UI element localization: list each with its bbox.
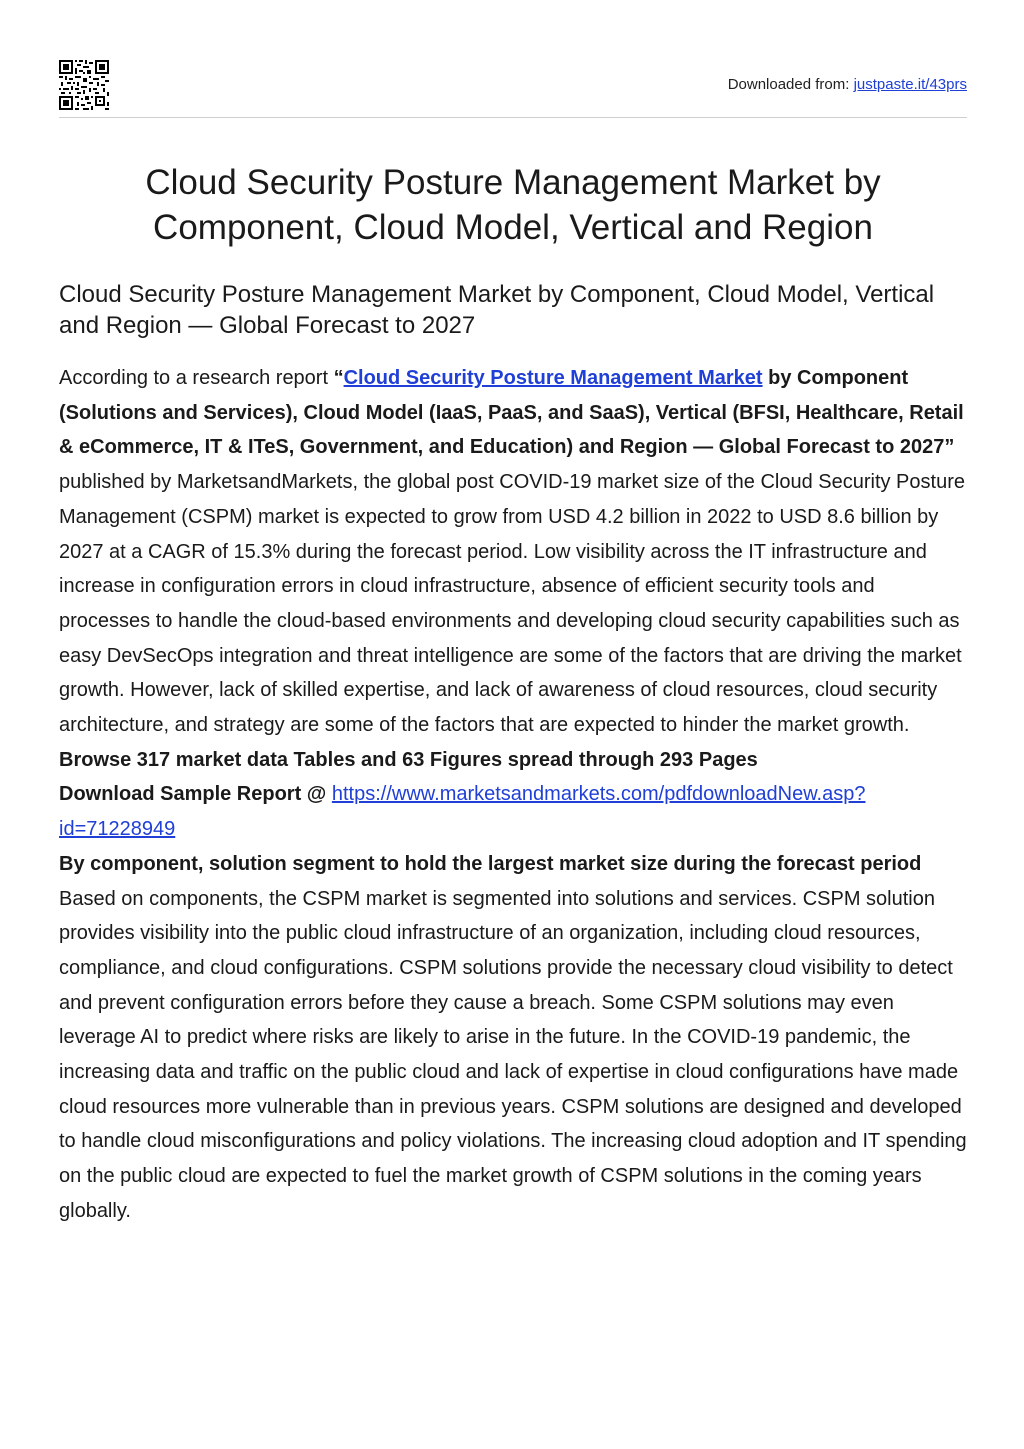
report-link[interactable]: Cloud Security Posture Management Market: [343, 367, 763, 389]
intro-body: published by MarketsandMarkets, the global post COVID-19 market size of the Cloud Security Posture Management (CSPM) market is expected to grow from USD 4.2 billion in 2022 to USD 8.6 billion by 2027 at a CAGR of 15.3% during the forecast period. Low visibility across the IT infrastructure and increase in configuration errors in cloud infrastructure, absence of efficient security tools and processes to handle the cloud-based environments and developing cloud security capabilities such as easy DevSecOps integration and threat intelligence are some of the factors that are driving the market growth. However, lack of skilled expertise, and lack of awareness of cloud resources, cloud security architecture, and strategy are some of the factors that are expected to hinder the market growth.: [59, 471, 965, 737]
page-header: [59, 60, 967, 118]
source-link[interactable]: justpaste.it/43prs: [853, 76, 967, 93]
downloaded-from: [728, 76, 967, 93]
page-subtitle: Cloud Security Posture Management Market by Component, Cloud Model, Vertical and Region — Global Forecast to 2027: [59, 281, 935, 339]
section-heading-text: By component, solution segment to hold the largest market size during the forecast period: [59, 852, 922, 875]
report-title-rest: by Component (Solutions and Services), Cloud Model (IaaS, PaaS, and SaaS), Vertical (BFSI, Healthcare, Retail & eCommerce, IT & ITeS, Government, and Education) and Region — Global Forecast to 2027”: [59, 367, 964, 459]
intro-lead: According to a research report: [59, 367, 334, 389]
open-quote: “: [333, 367, 344, 389]
intro-paragraph: [59, 361, 967, 743]
page-title: Cloud Security Posture Management Market by Component, Cloud Model, Vertical and Region: [145, 163, 881, 247]
section-heading: [59, 847, 967, 882]
section-paragraph: Based on components, the CSPM market is segmented into solutions and services. CSPM solution provides visibility into the public cloud infrastructure of an organization, including cloud resources, compliance, and cloud configurations. CSPM solutions provide the necessary cloud visibility to detect and prevent configuration errors before they cause a breach. Some CSPM solutions may even leverage AI to predict where risks are likely to arise in the future. In the COVID-19 pandemic, the increasing data and traffic on the public cloud and lack of expertise in cloud configurations have made cloud resources more vulnerable than in previous years. CSPM solutions are designed and developed to handle cloud misconfigurations and policy violations. The increasing cloud adoption and IT spending on the public cloud are expected to fuel the market growth of CSPM solutions in the coming years globally.: [59, 887, 967, 1222]
download-label: Download Sample Report @: [59, 783, 332, 806]
download-line: [59, 777, 967, 846]
downloaded-label: Downloaded from:: [727, 76, 854, 93]
article-body: [59, 361, 967, 1229]
browse-line: [59, 743, 967, 778]
sample-report-link[interactable]: https://www.marketsandmarkets.com/pdfdownloadNew.asp?id=71228949: [59, 783, 866, 841]
qr-code-icon: [59, 60, 109, 110]
browse-text: Browse 317 market data Tables and 63 Figures spread through 293 Pages: [59, 748, 758, 771]
